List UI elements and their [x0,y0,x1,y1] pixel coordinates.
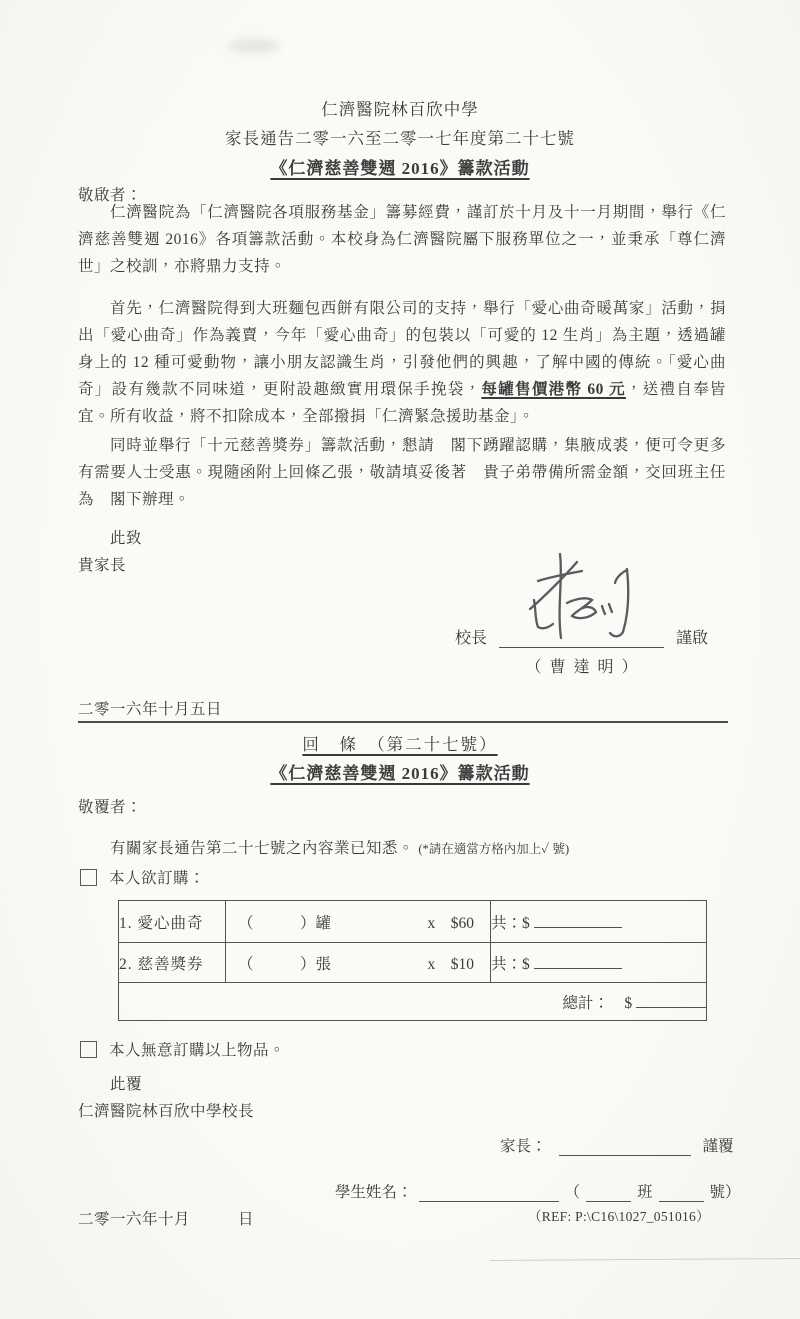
decline-checkbox[interactable] [80,1041,97,1058]
reply-slip-title: 回 條 （第二十七號） [302,735,498,754]
school-name: 仁濟醫院林百欣中學 [321,100,479,119]
row-total-label: 共：$ [491,956,530,973]
class-blank [586,1184,631,1202]
row-total-blank [534,951,622,969]
grand-total-label: 總計： $ [562,995,633,1012]
parent-signature-row [500,1130,734,1156]
notice-date: 二零一六年十月五日 [78,701,223,718]
paragraph-2 [78,295,726,430]
tick-instruction-note: (*請在適當方格內加上✓ 號) [418,842,570,856]
principal-signoff: 謹啟 [676,630,709,647]
grand-total-blank [636,990,706,1008]
row-total-label: 共：$ [491,915,530,932]
reference-number: （REF: P:\C16\1027_051016） [528,1209,710,1224]
row-total-cell [491,901,707,943]
reply-closing-principal: 仁濟醫院林百欣中學校長 [78,1103,255,1120]
unit-price: x $60 [427,914,474,932]
class-label: 班 [637,1184,653,1201]
grand-total-cell [119,983,707,1021]
price-highlight: 每罐售價港幣 60 元 [481,381,626,398]
paragraph-1: 仁濟醫院為「仁濟醫院各項服務基金」籌募經費，謹訂於十月及十一月期間，舉行《仁濟慈善雙週 2016》各項籌款活動。本校身為仁濟醫院屬下服務單位之一，並秉承「尊仁濟世」之校訓，亦將鼎力支持。 [78,204,726,275]
option-buy-label: 本人欲訂購： [109,870,206,887]
item-name: 1. 愛心曲奇 [119,901,226,943]
class-paren-close: 號） [709,1184,741,1201]
option-buy-row [80,866,205,888]
option-decline-row [80,1038,285,1060]
class-paren-open: （ [564,1184,581,1201]
scan-artifact [228,38,280,54]
student-name-label: 學生姓名： [335,1184,413,1201]
signature-blank-line [499,630,664,648]
row-total-cell [491,943,707,983]
table-row-raffle [119,943,707,983]
reply-slip-subtitle: 《仁濟慈善雙週 2016》籌款活動 [270,764,530,783]
reply-salutation: 敬覆者： [78,799,143,816]
table-row-grand-total [119,983,707,1021]
reply-closing-cifu: 此覆 [110,1076,143,1093]
paragraph-2-text-end: ，送禮自奉皆宜。所有收益，將不扣除成本，全部撥捐「仁濟緊急援助基金」。 [78,381,726,425]
parent-label: 家長： [500,1138,547,1155]
reply-slip-header [0,731,800,784]
quantity-blank: （ ）張 [238,955,332,973]
parent-signoff: 謹覆 [702,1138,734,1155]
closing-parents: 貴家長 [78,557,127,574]
quantity-blank: （ ）罐 [238,914,332,932]
acknowledgement-text: 有關家長通告第二十七號之內容業已知悉。 [110,840,415,857]
scan-artifact-line [490,1258,800,1261]
quantity-cell [226,943,491,983]
salutation: 敬啟者： [78,187,143,204]
option-decline-label: 本人無意訂購以上物品。 [109,1042,286,1059]
section-divider [78,721,728,723]
order-table [118,900,707,1021]
unit-price: x $10 [427,955,474,973]
principal-name: （ 曹 達 明 ） [525,659,640,676]
paragraph-2-text: 首先，仁濟醫院得到大班麵包西餅有限公司的支持，舉行「愛心曲奇暖萬家」活動，捐出「愛心曲奇」作為義賣，今年「愛心曲奇」的包裝以「可愛的 12 生肖」為主題，透過罐身上的 12 種可愛動物，讓小朋友認識生肖，引發他們的興趣，了解中國的傳統。「愛心曲奇」設有幾款不同味道，更附設趣緻實用環保手挽袋， [78,300,726,398]
item-name: 2. 慈善獎券 [119,943,226,983]
quantity-cell [226,901,491,943]
principal-label: 校長 [455,630,488,647]
student-name-row [335,1176,741,1202]
notice-title: 《仁濟慈善雙週 2016》籌款活動 [270,159,530,178]
table-row-cookies [119,901,707,943]
notice-header [0,96,800,179]
class-number-blank [659,1184,704,1202]
student-name-blank [419,1184,559,1202]
principal-signature-line [455,620,708,648]
buy-checkbox[interactable] [80,869,97,886]
reply-date: 二零一六年十月 日 [78,1211,255,1228]
parent-signature-blank [559,1138,691,1156]
row-total-blank [534,910,622,928]
paragraph-3: 同時並舉行「十元慈善獎券」籌款活動，懇請 閣下踴躍認購，集腋成裘，便可令更多有需要人士受惠。現隨函附上回條乙張，敬請填妥後著 貴子弟帶備所需金額，交回班主任為 閣下辦理。 [78,437,726,508]
notice-number-line: 家長通告二零一六至二零一七年度第二十七號 [225,129,575,148]
closing-cizhi: 此致 [110,530,143,547]
acknowledgement-line [110,836,569,858]
